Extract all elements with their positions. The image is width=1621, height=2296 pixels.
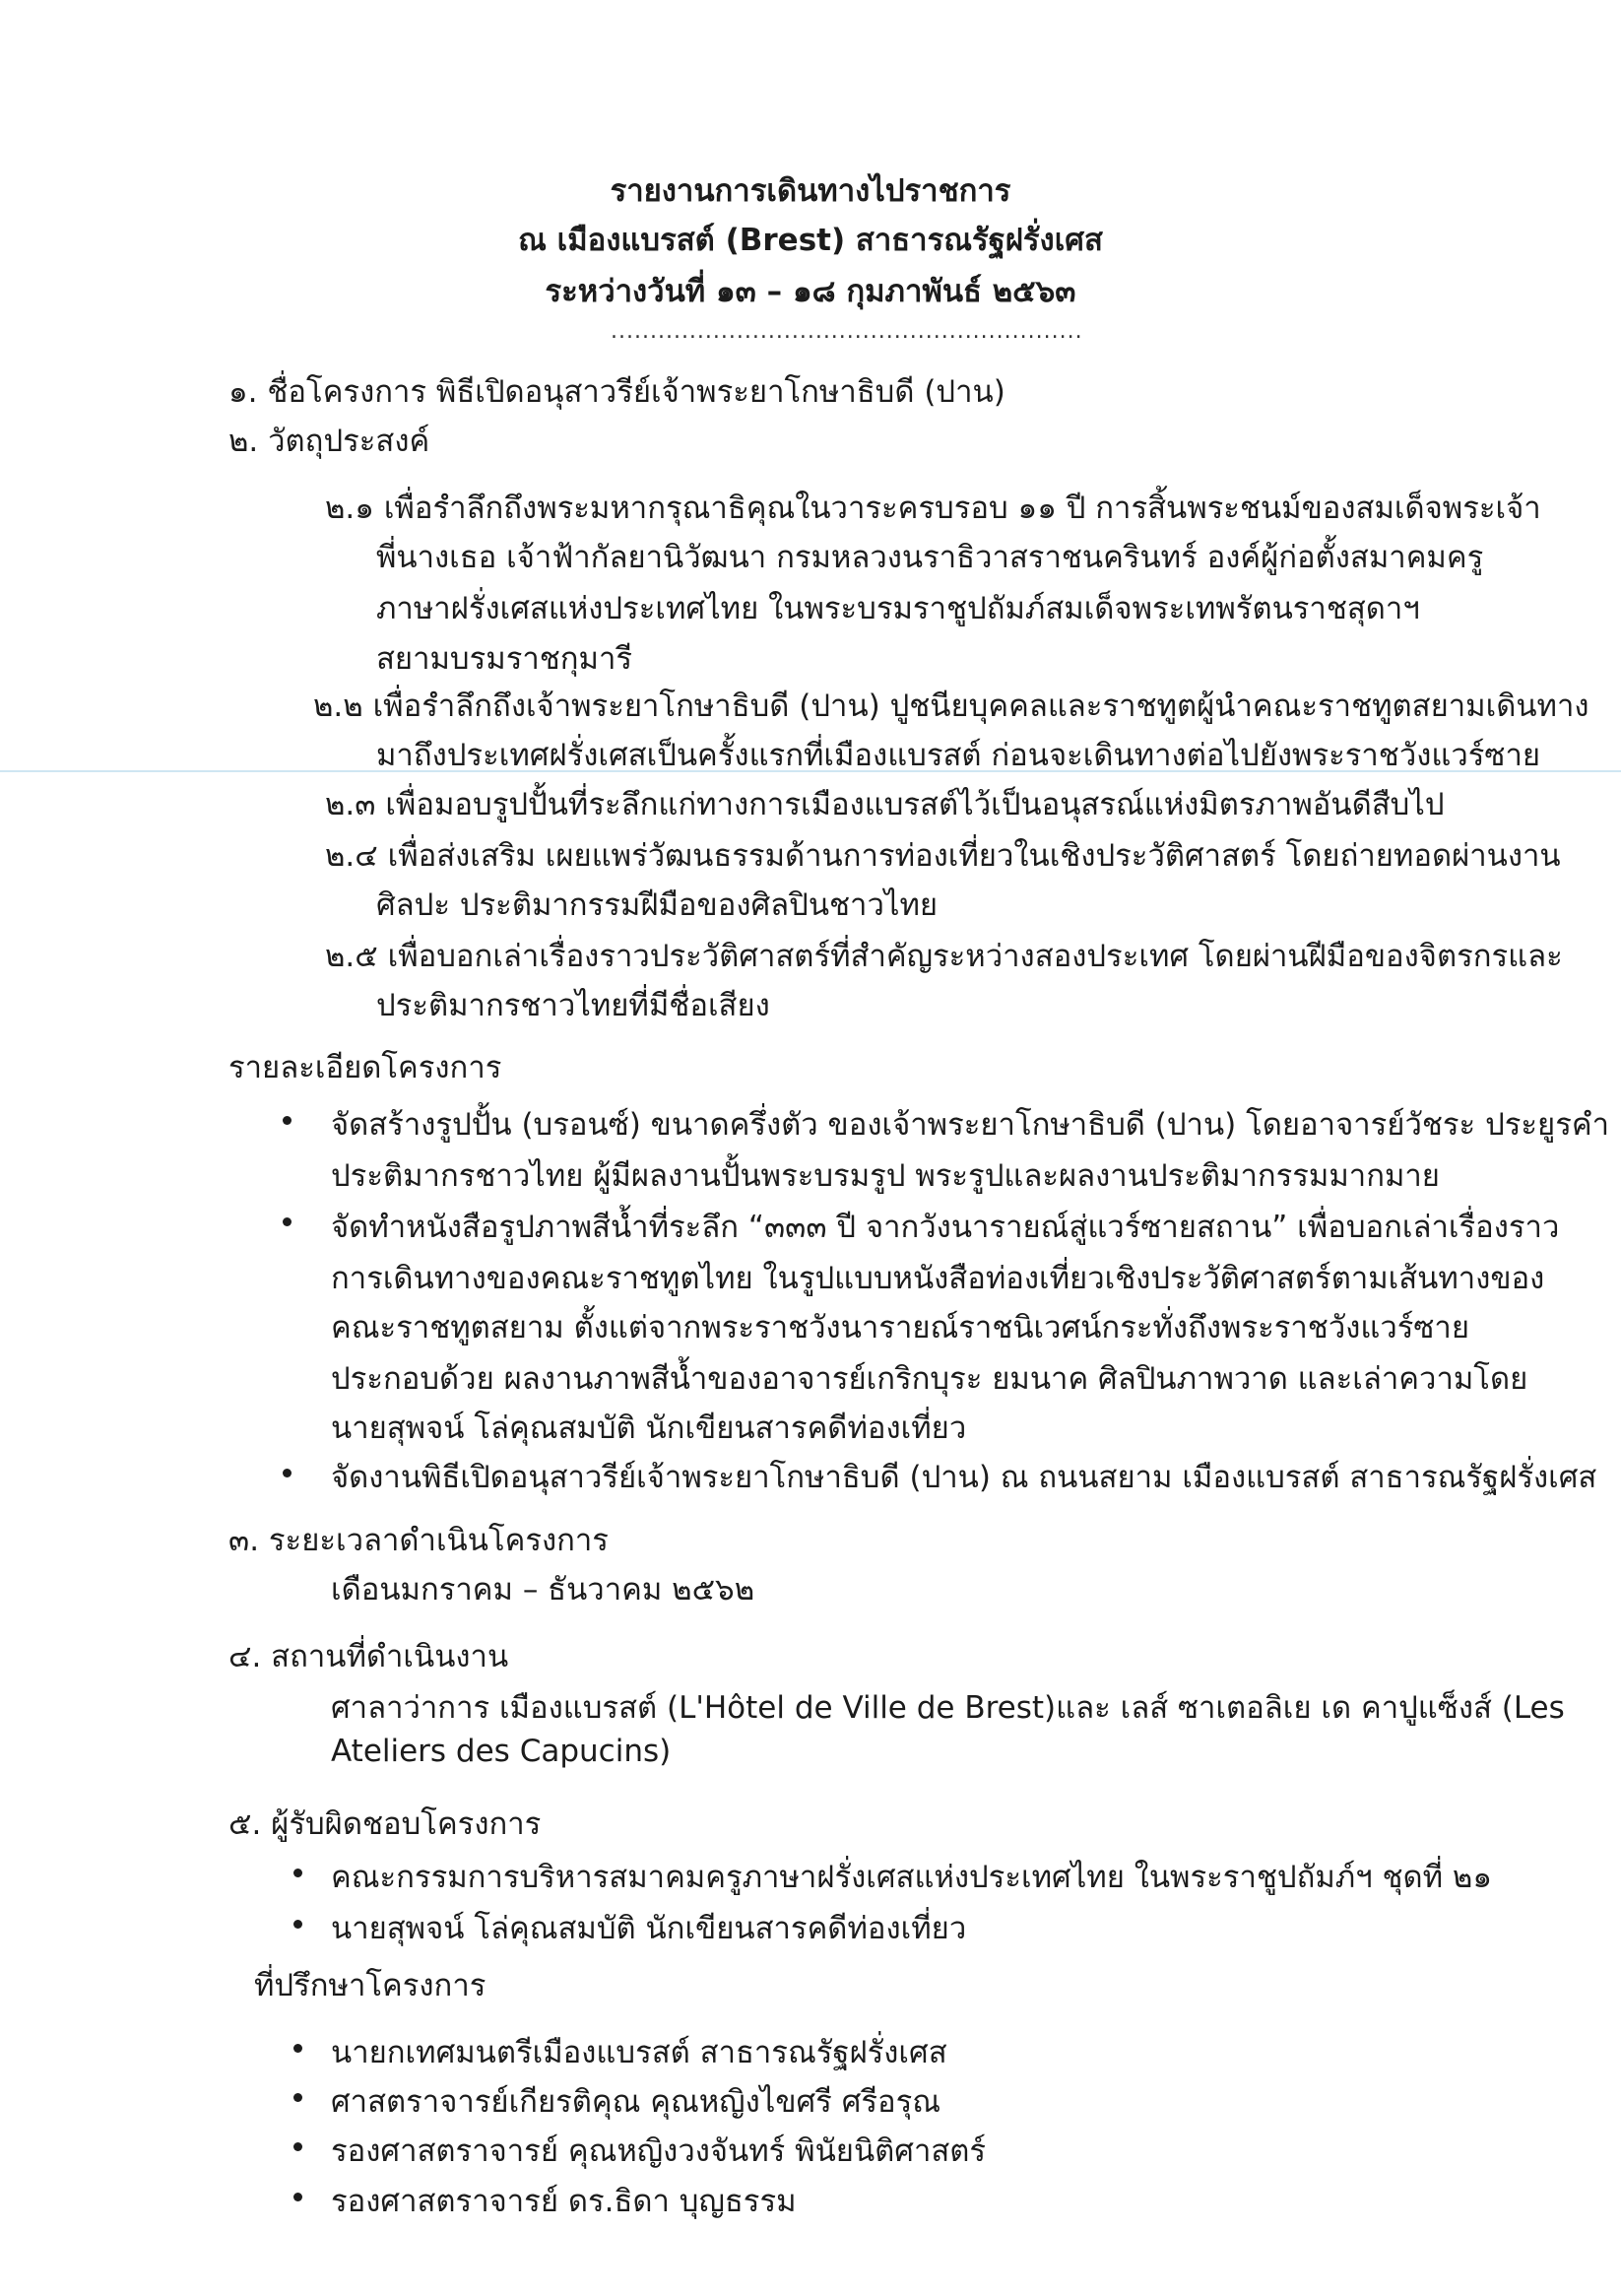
detail-1-line-1: จัดสร้างรูปปั้น (บรอนซ์) ขนาดครึ่งตัว ของเจ้าพระยาโกษาธิบดี (ปาน) โดยอาจารย์วัชระ ประยูรคำ — [331, 1107, 1610, 1143]
section-5-heading: ๕. ผู้รับผิดชอบโครงการ — [228, 1806, 542, 1842]
section-4-heading: ๔. สถานที่ดำเนินงาน — [228, 1639, 509, 1674]
objective-2-2-line-2: มาถึงประเทศฝรั่งเศสเป็นครั้งแรกที่เมืองแบรสต์ ก่อนจะเดินทางต่อไปยังพระราชวังแวร์ซาย — [376, 738, 1541, 773]
title-separator: ............................................................ — [611, 319, 1083, 344]
advisors-heading: ที่ปรึกษาโครงการ — [254, 1968, 486, 2003]
section-3-value: เดือนมกราคม – ธันวาคม ๒๕๖๒ — [331, 1572, 755, 1607]
detail-3-line-1: จัดงานพิธีเปิดอนุสาวรีย์เจ้าพระยาโกษาธิบดี (ปาน) ณ ถนนสยาม เมืองแบรสต์ สาธารณรัฐฝรั่งเศส — [331, 1460, 1597, 1495]
bullet-icon — [283, 1217, 292, 1226]
advisor-2: ศาสตราจารย์เกียรติคุณ คุณหญิงไขศรี ศรีอรุณ — [331, 2084, 941, 2120]
section-3-heading: ๓. ระยะเวลาดำเนินโครงการ — [228, 1523, 609, 1558]
title-line-2: ณ เมืองแบรสต์ (Brest) สาธารณรัฐฝรั่งเศส — [518, 223, 1103, 258]
advisor-3: รองศาสตราจารย์ คุณหญิงวงจันทร์ พินัยนิติศาสตร์ — [331, 2133, 987, 2169]
objective-2-2-line-1: ๒.๒ เพื่อรำลึกถึงเจ้าพระยาโกษาธิบดี (ปาน) ปูชนียบุคคลและราชทูตผู้นำคณะราชทูตสยามเดินทาง — [313, 689, 1589, 724]
objective-2-1-line-3: ภาษาฝรั่งเศสแห่งประเทศไทย ในพระบรมราชูปถัมภ์สมเด็จพระเทพรัตนราชสุดาฯ — [376, 591, 1420, 626]
bullet-icon — [293, 2093, 302, 2102]
bullet-icon — [293, 2142, 302, 2151]
bullet-icon — [293, 2044, 302, 2053]
section-2-heading: ๒. วัตถุประสงค์ — [228, 424, 430, 459]
objective-2-4-line-2: ศิลปะ ประติมากรรมฝีมือของศิลปินชาวไทย — [376, 887, 939, 923]
objective-2-1-line-2: พี่นางเธอ เจ้าฟ้ากัลยานิวัฒนา กรมหลวงนราธิวาสราชนครินทร์ องค์ผู้ก่อตั้งสมาคมครู — [376, 540, 1484, 575]
title-line-1: รายงานการเดินทางไปราชการ — [610, 173, 1011, 209]
detail-2-line-4: ประกอบด้วย ผลงานภาพสีน้ำของอาจารย์เกริกบุระ ยมนาค ศิลปินภาพวาด และเล่าความโดย — [331, 1361, 1528, 1397]
responsible-1: คณะกรรมการบริหารสมาคมครูภาษาฝรั่งเศสแห่งประเทศไทย ในพระราชูปถัมภ์ฯ ชุดที่ ๒๑ — [331, 1860, 1493, 1895]
bullet-icon — [293, 1869, 302, 1877]
bullet-icon — [293, 1920, 302, 1929]
details-heading: รายละเอียดโครงการ — [228, 1050, 502, 1085]
detail-2-line-2: การเดินทางของคณะราชทูตไทย ในรูปแบบหนังสือท่องเที่ยวเชิงประวัติศาสตร์ตามเส้นทางของ — [331, 1261, 1545, 1296]
objective-2-1-line-4: สยามบรมราชกุมารี — [376, 641, 633, 677]
bullet-icon — [293, 2193, 302, 2201]
section-1-project-name: ๑. ชื่อโครงการ พิธีเปิดอนุสาวรีย์เจ้าพระยาโกษาธิบดี (ปาน) — [228, 374, 1005, 410]
advisor-4: รองศาสตราจารย์ ดร.ธิดา บุญธรรม — [331, 2184, 797, 2219]
objective-2-4-line-1: ๒.๔ เพื่อส่งเสริม เผยแพร่วัฒนธรรมด้านการท่องเที่ยวในเชิงประวัติศาสตร์ โดยถ่ายทอดผ่านงาน — [325, 838, 1561, 874]
objective-2-5-line-2: ประติมากรชาวไทยที่มีชื่อเสียง — [376, 988, 770, 1023]
advisor-1: นายกเทศมนตรีเมืองแบรสต์ สาธารณรัฐฝรั่งเศส — [331, 2035, 947, 2070]
bullet-icon — [283, 1469, 292, 1477]
detail-2-line-5: นายสุพจน์ โล่คุณสมบัติ นักเขียนสารคดีท่องเที่ยว — [331, 1410, 967, 1446]
objective-2-1-line-1: ๒.๑ เพื่อรำลึกถึงพระมหากรุณาธิคุณในวาระครบรอบ ๑๑ ปี การสิ้นพระชนม์ของสมเด็จพระเจ้า — [325, 491, 1541, 526]
detail-2-line-1: จัดทำหนังสือรูปภาพสีน้ำที่ระลึก “๓๓๓ ปี จากวังนารายณ์สู่แวร์ซายสถาน” เพื่อบอกเล่าเรื่องราว — [331, 1210, 1560, 1245]
bullet-icon — [283, 1116, 292, 1125]
detail-2-line-3: คณะราชทูตสยาม ตั้งแต่จากพระราชวังนารายณ์ราชนิเวศน์กระทั่งถึงพระราชวังแวร์ซาย — [331, 1310, 1470, 1345]
detail-1-line-2: ประติมากรชาวไทย ผู้มีผลงานปั้นพระบรมรูป พระรูปและผลงานประติมากรรมมากมาย — [331, 1158, 1440, 1194]
objective-2-3: ๒.๓ เพื่อมอบรูปปั้นที่ระลึกแก่ทางการเมืองแบรสต์ไว้เป็นอนุสรณ์แห่งมิตรภาพอันดีสืบไป — [325, 787, 1445, 822]
section-4-line-2: Ateliers des Capucins) — [331, 1734, 672, 1769]
title-line-3: ระหว่างวันที่ ๑๓ – ๑๘ กุมภาพันธ์ ๒๕๖๓ — [545, 274, 1076, 309]
section-4-line-1: ศาลาว่าการ เมืองแบรสต์ (L'Hôtel de Ville de Brest)และ เลส์ ซาเตอลิเย เด คาปูแซ็งส์ (Les — [331, 1690, 1565, 1726]
objective-2-5-line-1: ๒.๕ เพื่อบอกเล่าเรื่องราวประวัติศาสตร์ที่สำคัญระหว่างสองประเทศ โดยผ่านฝีมือของจิตรกรและ — [325, 939, 1563, 974]
responsible-2: นายสุพจน์ โล่คุณสมบัติ นักเขียนสารคดีท่องเที่ยว — [331, 1911, 967, 1946]
